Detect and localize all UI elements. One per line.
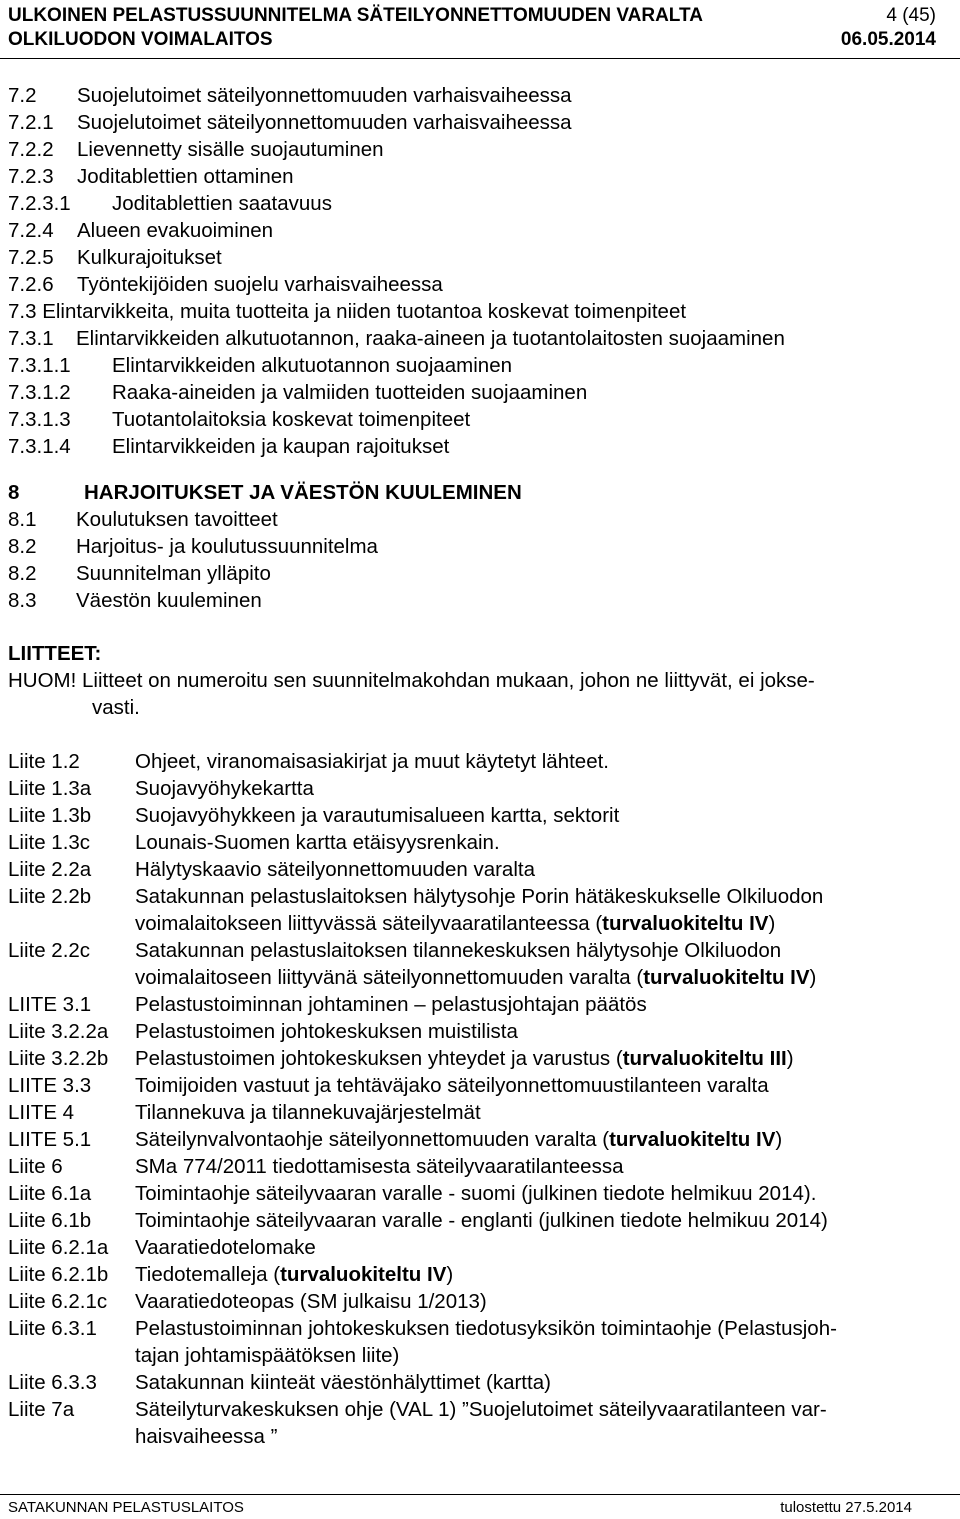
document-date: 06.05.2014	[840, 29, 936, 50]
attachment-id: Liite 6.2.1c	[8, 1290, 108, 1313]
toc-entry-number: 7.2.6	[8, 273, 54, 296]
page-footer	[0, 1494, 960, 1516]
toc-entry-number: 7.2.4	[8, 219, 54, 242]
toc-entry-text: Elintarvikkeiden alkutuotannon suojaaminen	[112, 354, 513, 377]
attachment-item	[8, 856, 952, 883]
attachment-item	[8, 1045, 952, 1072]
attachment-id: Liite 2.2a	[8, 858, 92, 881]
attachment-item	[8, 1099, 952, 1126]
attachment-title-cont: tajan johtamispäätöksen liite)	[135, 1344, 400, 1367]
attachment-title: SMa 774/2011 tiedottamisesta säteilyvaaratilanteessa	[135, 1155, 624, 1178]
toc-entry	[8, 379, 952, 406]
attachment-id: Liite 2.2c	[8, 939, 91, 962]
attachment-title: Tilannekuva ja tilannekuvajärjestelmät	[135, 1101, 481, 1124]
table-of-contents	[8, 82, 952, 460]
toc-entry	[8, 217, 952, 244]
attachment-id: Liite 3.2.2a	[8, 1020, 109, 1043]
toc-entry-text: Suojelutoimet säteilyonnettomuuden varhaisvaiheessa	[77, 111, 572, 134]
attachment-title: Vaaratiedoteopas (SM julkaisu 1/2013)	[135, 1290, 487, 1313]
attachment-item	[8, 802, 952, 829]
attachment-item	[8, 1315, 952, 1369]
toc-entry-text: Kulkurajoitukset	[77, 246, 222, 269]
attachment-id: LIITE 4	[8, 1101, 75, 1124]
toc-entry-number: 7.3.1.2	[8, 381, 71, 404]
attachment-item	[8, 775, 952, 802]
attachment-title: Säteilynvalvontaohje säteilyonnettomuuden varalta (turvaluokiteltu IV)	[135, 1128, 783, 1151]
toc-entry	[8, 190, 952, 217]
attachment-title: Suojavyöhykkeen ja varautumisalueen kartta, sektorit	[135, 804, 620, 827]
attachment-id: Liite 1.3a	[8, 777, 92, 800]
toc-entry-number: 7.2.3	[8, 165, 54, 188]
attachment-title: Suojavyöhykekartta	[135, 777, 314, 800]
toc-entry-number: 7.2.2	[8, 138, 54, 161]
toc-entry-number: 7.3.1.3	[8, 408, 71, 431]
attachment-title-cont: voimalaitoseen liittyvänä säteilyonnettomuuden varalta (turvaluokiteltu IV)	[135, 966, 817, 989]
attachment-item	[8, 1018, 952, 1045]
toc-entry-text: Tuotantolaitoksia koskevat toimenpiteet	[112, 408, 471, 431]
toc-entry-text: Lievennetty sisälle suojautuminen	[77, 138, 384, 161]
attachment-id: LIITE 5.1	[8, 1128, 92, 1151]
toc-entry-number: 7.2.1	[8, 111, 54, 134]
attachment-id: Liite 6.1a	[8, 1182, 92, 1205]
attachment-item	[8, 1207, 952, 1234]
footer-printed-date: tulostettu 27.5.2014	[780, 1499, 912, 1516]
toc-entry-number: 7.2.3.1	[8, 192, 71, 215]
attachment-title: Satakunnan pelastuslaitoksen tilannekeskuksen hälytysohje Olkiluodon	[135, 939, 782, 962]
attachment-item	[8, 748, 952, 775]
attachment-title: Pelastustoimen johtokeskuksen muistilista	[135, 1020, 518, 1043]
toc-entry	[8, 82, 952, 109]
attachment-item	[8, 1180, 952, 1207]
toc-entry-text: Elintarvikkeiden ja kaupan rajoitukset	[112, 435, 450, 458]
document-subtitle: OLKILUODON VOIMALAITOS	[8, 29, 273, 50]
toc-entry	[8, 136, 952, 163]
toc-entry-text: Joditablettien ottaminen	[77, 165, 294, 188]
attachment-item	[8, 991, 952, 1018]
attachment-title-cont: voimalaitokseen liittyvässä säteilyvaaratilanteessa (turvaluokiteltu IV)	[135, 912, 776, 935]
attachment-id: Liite 1.3c	[8, 831, 91, 854]
attachment-title: Satakunnan pelastuslaitoksen hälytysohje Porin hätäkeskukselle Olkiluodon	[135, 885, 824, 908]
toc-entry-text: Työntekijöiden suojelu varhaisvaiheessa	[77, 273, 443, 296]
attachments-note: HUOM! Liitteet on numeroitu sen suunnitelmakohdan mukaan, johon ne liittyvät, ei jokse- vasti.	[8, 669, 815, 719]
toc-entry-number: 7.3	[8, 300, 37, 323]
attachment-id: Liite 3.2.2b	[8, 1047, 109, 1070]
attachments-heading: LIITTEET:	[8, 642, 102, 665]
attachments-list	[8, 748, 952, 1450]
attachment-title: Pelastustoiminnan johtaminen – pelastusjohtajan päätös	[135, 993, 647, 1016]
attachment-title: Lounais-Suomen kartta etäisyysrenkain.	[135, 831, 500, 854]
section-8-item: 8.3 Väestön kuuleminen	[8, 589, 262, 612]
toc-entry	[8, 325, 952, 352]
attachment-item	[8, 1396, 952, 1450]
document-body	[8, 82, 952, 1450]
attachment-item	[8, 1126, 952, 1153]
attachment-item	[8, 1369, 952, 1396]
toc-entry	[8, 271, 952, 298]
attachment-id: Liite 1.2	[8, 750, 80, 773]
section-8-item: 8.2 Harjoitus- ja koulutussuunnitelma	[8, 535, 378, 558]
attachment-id: Liite 6.3.3	[8, 1371, 97, 1394]
attachment-item	[8, 829, 952, 856]
attachment-item	[8, 883, 952, 937]
section-8-item: 8.1 Koulutuksen tavoitteet	[8, 508, 278, 531]
attachment-id: Liite 6.2.1b	[8, 1263, 109, 1286]
toc-entry-number: 7.3.1.4	[8, 435, 71, 458]
toc-entry-number: 7.3.1	[8, 327, 54, 350]
attachment-title: Pelastustoimen johtokeskuksen yhteydet ja varustus (turvaluokiteltu III)	[135, 1047, 794, 1070]
toc-entry-text: Alueen evakuoiminen	[77, 219, 274, 242]
document-title: ULKOINEN PELASTUSSUUNNITELMA SÄTEILYONNETTOMUUDEN VARALTA	[8, 5, 703, 26]
toc-entry	[8, 109, 952, 136]
attachment-item	[8, 1072, 952, 1099]
attachment-item	[8, 1261, 952, 1288]
attachment-title: Satakunnan kiinteät väestönhälyttimet (kartta)	[135, 1371, 551, 1394]
toc-entry-text: Suojelutoimet säteilyonnettomuuden varhaisvaiheessa	[77, 84, 572, 107]
toc-entry	[8, 433, 952, 460]
attachment-id: LIITE 3.1	[8, 993, 92, 1016]
header-rule	[0, 58, 960, 59]
section-8-item: 8.2 Suunnitelman ylläpito	[8, 562, 271, 585]
attachment-title: Vaaratiedotelomake	[135, 1236, 316, 1259]
footer-organization: SATAKUNNAN PELASTUSLAITOS	[8, 1499, 244, 1516]
toc-entry-number: 7.3.1.1	[8, 354, 71, 377]
toc-entry-text: Elintarvikkeiden alkutuotannon, raaka-aineen ja tuotantolaitosten suojaaminen	[76, 327, 785, 350]
attachment-title: Hälytyskaavio säteilyonnettomuuden varalta	[135, 858, 535, 881]
toc-entry-text: Elintarvikkeita, muita tuotteita ja niiden tuotantoa koskevat toimenpiteet	[42, 300, 687, 323]
toc-entry	[8, 244, 952, 271]
attachment-id: Liite 6.3.1	[8, 1317, 97, 1340]
toc-entry	[8, 352, 952, 379]
section-8-heading: 8 HARJOITUKSET JA VÄESTÖN KUULEMINEN	[8, 481, 522, 504]
attachment-id: LIITE 3.3	[8, 1074, 92, 1097]
section-8-list	[8, 506, 952, 614]
attachment-id: Liite 2.2b	[8, 885, 92, 908]
attachment-id: Liite 6.2.1a	[8, 1236, 109, 1259]
toc-entry-text: Joditablettien saatavuus	[112, 192, 332, 215]
attachment-title: Ohjeet, viranomaisasiakirjat ja muut käytetyt lähteet.	[135, 750, 609, 773]
attachment-id: Liite 6	[8, 1155, 63, 1178]
toc-entry-text: Raaka-aineiden ja valmiiden tuotteiden suojaaminen	[112, 381, 588, 404]
attachment-item	[8, 1234, 952, 1261]
attachment-title: Pelastustoiminnan johtokeskuksen tiedotusyksikön toimintaohje (Pelastusjoh-	[135, 1317, 837, 1340]
page-number: 4 (45)	[886, 5, 936, 26]
attachment-title-cont: haisvaiheessa ”	[135, 1425, 278, 1448]
page-header	[8, 4, 936, 52]
attachment-title: Säteilyturvakeskuksen ohje (VAL 1) ”Suojelutoimet säteilyvaaratilanteen var-	[135, 1398, 827, 1421]
attachment-item	[8, 1288, 952, 1315]
toc-entry-number: 7.2	[8, 84, 37, 107]
toc-entry-number: 7.2.5	[8, 246, 54, 269]
attachment-item	[8, 937, 952, 991]
attachment-title: Toimijoiden vastuut ja tehtäväjako säteilyonnettomuustilanteen varalta	[135, 1074, 769, 1097]
attachment-title: Toimintaohje säteilyvaaran varalle - suomi (julkinen tiedote helmikuu 2014).	[135, 1182, 817, 1205]
attachment-title: Toimintaohje säteilyvaaran varalle - englanti (julkinen tiedote helmikuu 2014)	[135, 1209, 828, 1232]
toc-entry	[8, 298, 952, 325]
toc-entry	[8, 163, 952, 190]
attachment-id: Liite 6.1b	[8, 1209, 92, 1232]
toc-entry	[8, 406, 952, 433]
attachment-id: Liite 1.3b	[8, 804, 92, 827]
attachment-item	[8, 1153, 952, 1180]
attachment-title: Tiedotemalleja (turvaluokiteltu IV)	[135, 1263, 454, 1286]
attachment-id: Liite 7a	[8, 1398, 75, 1421]
